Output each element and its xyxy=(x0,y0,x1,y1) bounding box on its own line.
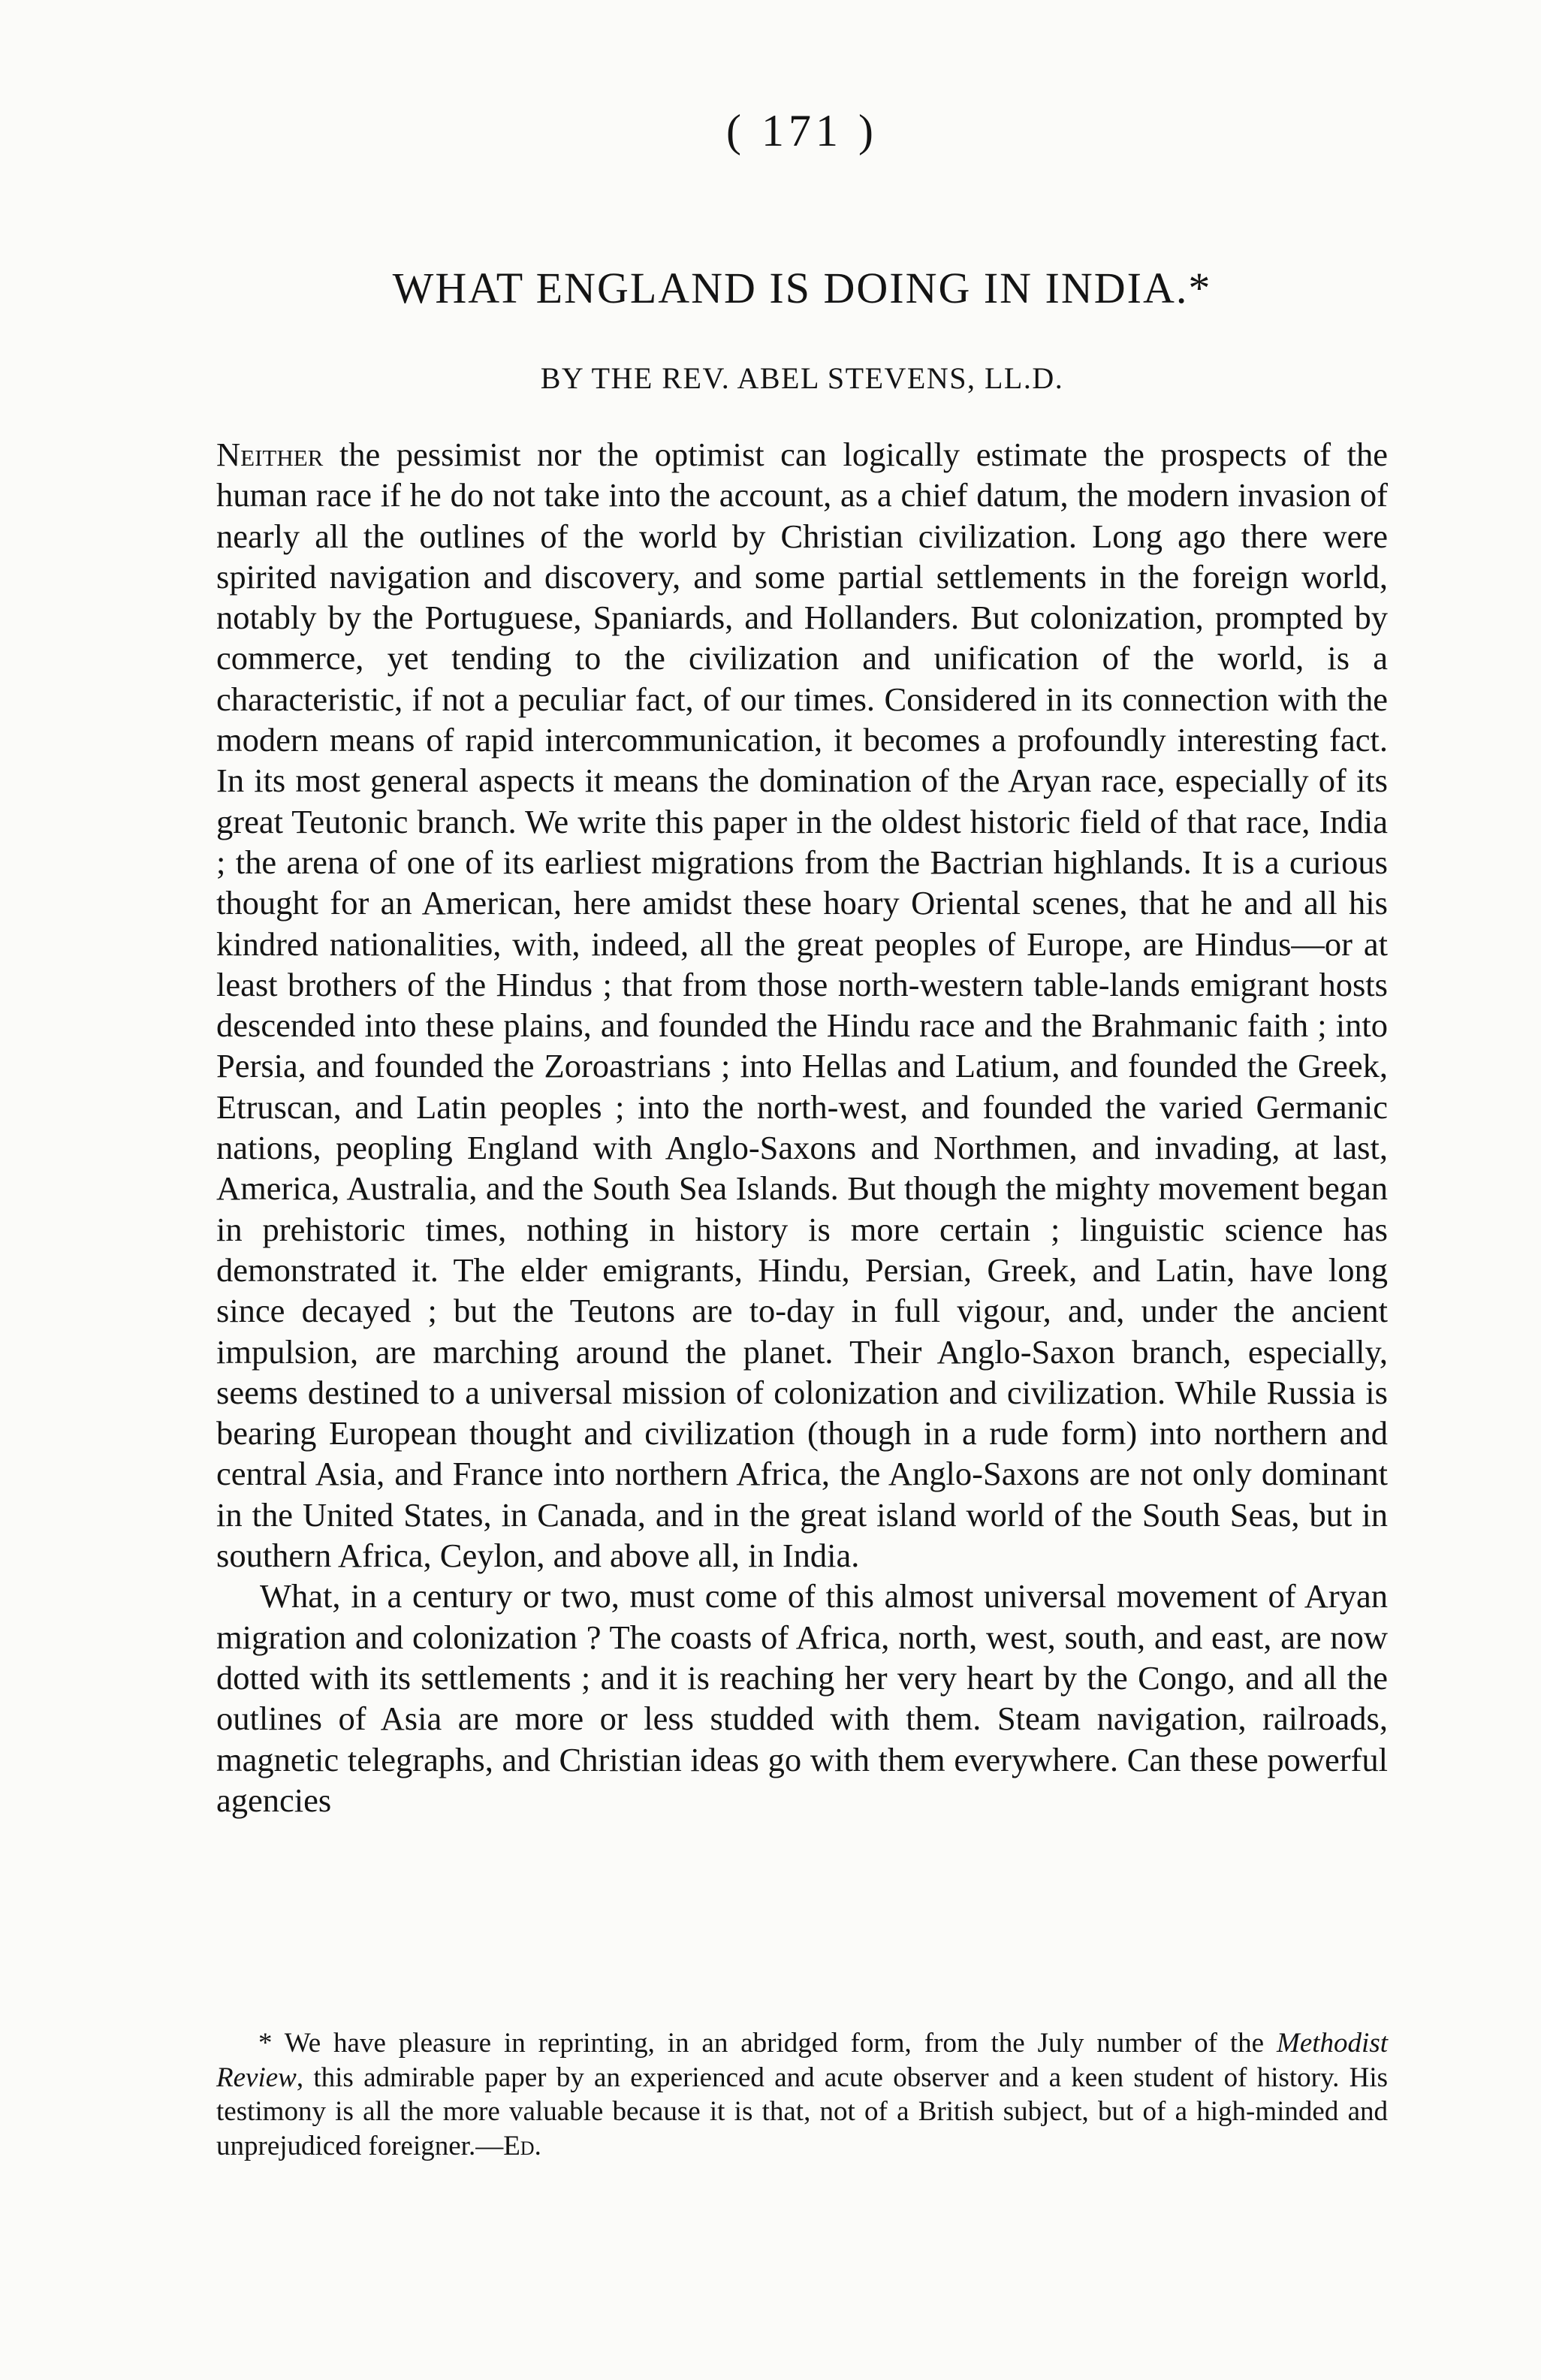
byline: BY THE REV. ABEL STEVENS, LL.D. xyxy=(540,361,1064,395)
drop-lead-word: Neither xyxy=(216,436,324,473)
article-body xyxy=(216,434,1388,1820)
footnote-text xyxy=(216,2026,1388,2163)
footnote xyxy=(216,2026,1388,2163)
paragraph-1-text: the pessimist nor the optimist can logically estimate the prospects of the human race if he do not take into the account, as a chief datum, the modern invasion of nearly all the outlines of the world by Christian civilization. Long ago there were spirited navigation and discovery, and some partial settlements in the foreign world, notably by the Portuguese, Spaniards, and Hollanders. But colonization, prompted by commerce, yet tending to the civilization and unification of the world, is a characteristic, if not a peculiar fact, of our times. Considered in its connection with the modern means of rapid intercommunication, it becomes a profoundly interesting fact. In its most general aspects it means the domination of the Aryan race, especially of its great Teutonic branch. We write this paper in the oldest historic field of that race, India ; the arena of one of its earliest migrations from the Bactrian highlands. It is a curious thought for an American, here amidst these hoary Oriental scenes, that he and all his kindred nationalities, with, indeed, all the great peoples of Europe, are Hindus—or at least brothers of the Hindus ; that from those north-western table-lands emigrant hosts descended into these plains, and founded the Hindu race and the Brahmanic faith ; into Persia, and founded the Zoroastrians ; into Hellas and Latium, and founded the Greek, Etruscan, and Latin peoples ; into the north-west, and founded the varied Germanic nations, peopling England with Anglo-Saxons and Northmen, and invading, at last, America, Australia, and the South Sea Islands. But though the mighty movement began in prehistoric times, nothing in history is more certain ; linguistic science has demonstrated it. The elder emigrants, Hindu, Persian, Greek, and Latin, have long since decayed ; but the Teutons are to-day in full vigour, and, under the ancient impulsion, are marching around the planet. Their Anglo-Saxon branch, especially, seems destined to a universal mission of colonization and civilization. While Russia is bearing European thought and civilization (though in a rude form) into northern and central Asia, and France into northern Africa, the Anglo-Saxons are not only dominant in the United States, in Canada, and in the great island world of the South Seas, but in southern Africa, Ceylon, and above all, in India. xyxy=(216,436,1388,1575)
journal-name: Methodist Review xyxy=(216,2028,1388,2093)
footnote-part-2: , this admirable paper by an experienced and acute observer and a keen student of history. His testimony is all the more valuable because it is that, not of a British subject, but of a high-minded and unprejudiced foreigner.— xyxy=(216,2062,1388,2161)
paragraph-2: What, in a century or two, must come of this almost universal movement of Aryan migration and colonization ? The coasts of Africa, north, west, south, and east, are now dotted with its settlements ; and it is reaching her very heart by the Congo, and all the outlines of Asia are more or less studded with them. Steam navigation, railroads, magnetic telegraphs, and Christian ideas go with them everywhere. Can these powerful agencies xyxy=(216,1577,1388,1819)
paragraph-1 xyxy=(216,434,1388,1576)
footnote-part-1: * We have pleasure in reprinting, in an abridged form, from the July number of the xyxy=(258,2028,1277,2059)
editor-mark: Ed. xyxy=(503,2130,541,2161)
page-number: ( 171 ) xyxy=(726,106,878,155)
article-title: WHAT ENGLAND IS DOING IN INDIA.* xyxy=(392,264,1212,312)
